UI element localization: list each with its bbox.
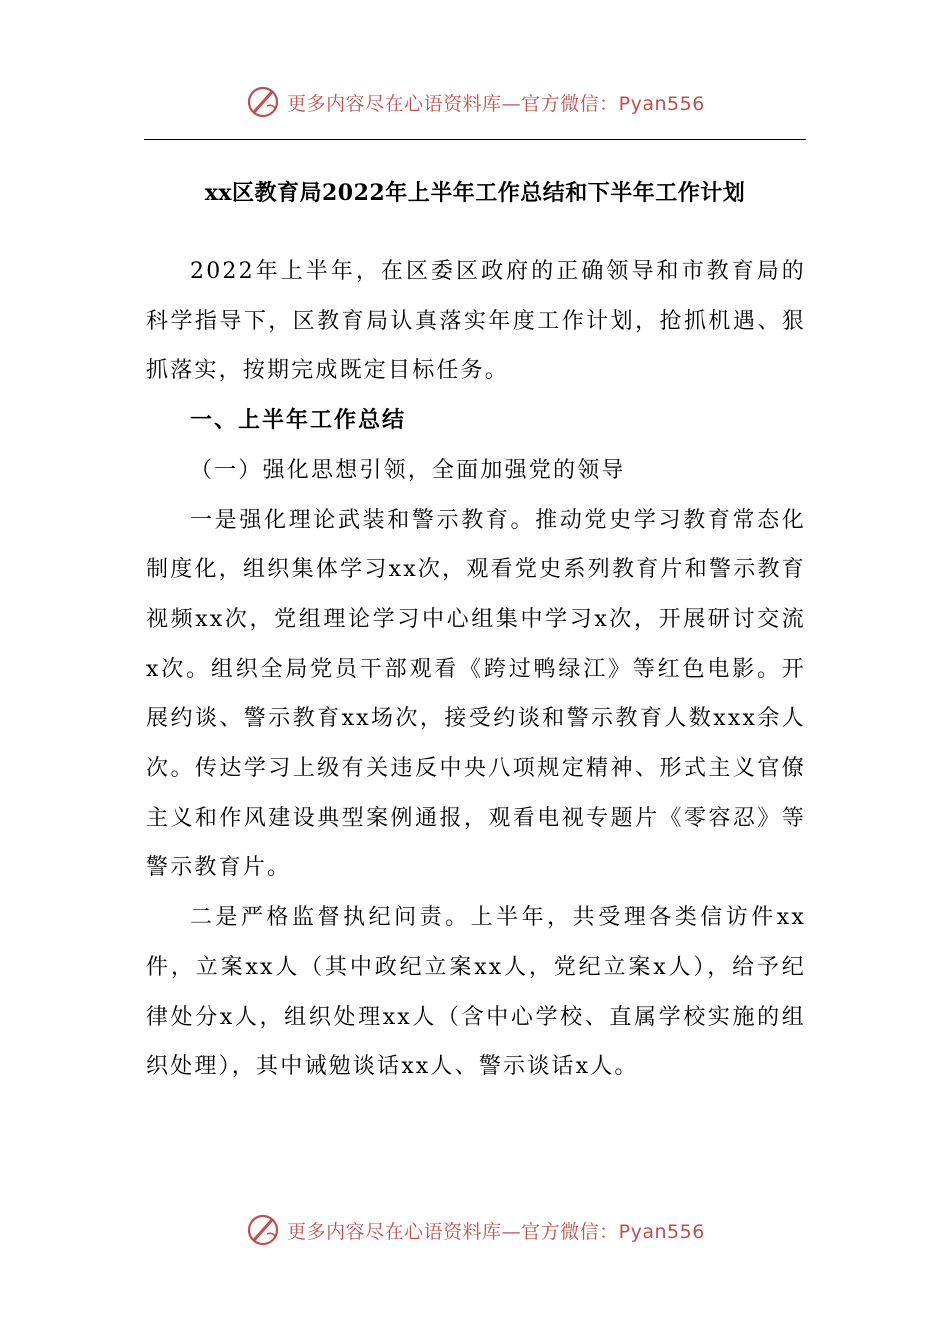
banner-wechat-id: Pyan556 bbox=[618, 92, 705, 115]
body-paragraph-2: 二是严格监督执纪问责。上半年，共受理各类信访件xx件，立案xx人（其中政纪立案xx人，党纪立案x人），给予纪律处分x人，组织处理xx人（含中心学校、直属学校实施的组织处理），其中诫勉谈话xx人、警示谈话x人。 bbox=[146, 905, 806, 1080]
section-heading: 一、上半年工作总结 bbox=[190, 408, 407, 434]
header-rule bbox=[144, 139, 806, 140]
header-banner bbox=[0, 82, 950, 122]
banner-label: 更多内容尽在心语资料库—官方微信： bbox=[287, 92, 619, 115]
pen-logo-icon bbox=[245, 84, 281, 120]
footer-banner bbox=[0, 1210, 950, 1250]
banner-text bbox=[287, 1217, 705, 1244]
document-body bbox=[146, 247, 806, 1092]
pen-logo-icon bbox=[245, 1212, 281, 1248]
subsection-heading: （一）强化思想引领，全面加强党的领导 bbox=[190, 457, 626, 483]
banner-wechat-id: Pyan556 bbox=[618, 1220, 705, 1243]
banner-text bbox=[287, 89, 705, 116]
document-title: xx区教育局2022年上半年工作总结和下半年工作计划 bbox=[204, 180, 746, 206]
body-paragraph-1: 一是强化理论武装和警示教育。推动党史学习教育常态化制度化，组织集体学习xx次，观看党史系列教育片和警示教育视频xx次，党组理论学习中心组集中学习x次，开展研讨交流x次。组织全局党员干部观看《跨过鸭绿江》等红色电影。开展约谈、警示教育xx场次，接受约谈和警示教育人数xxx余人次。传达学习上级有关违反中央八项规定精神、形式主义官僚主义和作风建设典型案例通报，观看电视专题片《零容忍》等警示教育片。 bbox=[146, 507, 806, 881]
banner-label: 更多内容尽在心语资料库—官方微信： bbox=[287, 1220, 619, 1243]
intro-paragraph: 2022年上半年，在区委区政府的正确领导和市教育局的科学指导下，区教育局认真落实年度工作计划，抢抓机遇、狠抓落实，按期完成既定目标任务。 bbox=[146, 259, 806, 384]
